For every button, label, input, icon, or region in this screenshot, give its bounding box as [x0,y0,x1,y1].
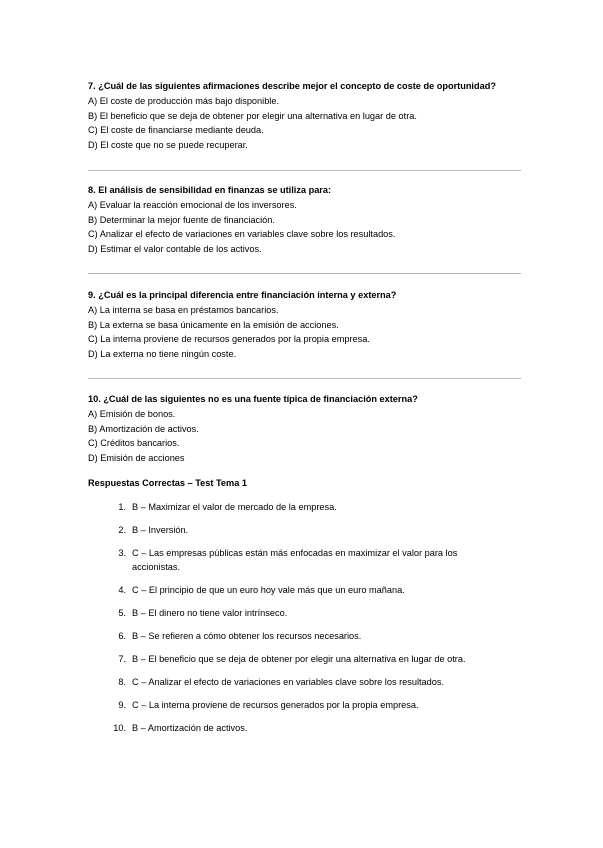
answer-number: 7. [118,654,126,664]
answer-text: C – La interna proviene de recursos generados por la propia empresa. [132,700,419,710]
option-d: D) El coste que no se puede recuperar. [88,140,248,151]
answer-text: B – El dinero no tiene valor intrínseco. [132,608,288,618]
separator [88,273,521,274]
option-c: C) El coste de financiarse mediante deuda. [88,125,264,136]
option-d: D) Emisión de acciones [88,453,185,464]
answer-text: C – El principio de que un euro hoy vale más que un euro mañana. [132,585,405,595]
answer-number: 9. [118,700,126,710]
answer-item [100,523,520,537]
answer-item [100,721,520,735]
answer-text: B – Amortización de activos. [132,723,248,733]
option-a: A) Evaluar la reacción emocional de los inversores. [88,199,297,210]
separator [88,378,521,379]
answer-text: B – Se refieren a cómo obtener los recursos necesarios. [132,631,362,641]
answer-number: 4. [118,585,126,595]
answer-text: C – Las empresas públicas están más enfocadas en maximizar el valor para los accionistas. [132,548,458,572]
question-title: 8. El análisis de sensibilidad en finanzas se utiliza para: [88,185,332,195]
answer-text: C – Analizar el efecto de variaciones en variables clave sobre los resultados. [132,677,445,687]
question-9 [88,288,528,362]
answer-text: B – Inversión. [132,525,189,535]
option-b: B) Determinar la mejor fuente de financiación. [88,214,275,225]
answer-number: 1. [118,502,126,512]
option-a: A) Emisión de bonos. [88,408,176,419]
separator [88,170,521,171]
answer-item [100,675,520,689]
answer-item [100,546,480,574]
answer-item [100,583,520,597]
answer-item [100,629,520,643]
question-10 [88,392,528,466]
option-b: B) El beneficio que se deja de obtener por elegir una alternativa en lugar de otra. [88,110,417,121]
question-title: 9. ¿Cuál es la principal diferencia entre financiación interna y externa? [88,290,397,300]
question-title: 7. ¿Cuál de las siguientes afirmaciones describe mejor el concepto de coste de oportunidad? [88,81,496,91]
option-c: C) Créditos bancarios. [88,438,180,449]
answers-list [100,500,520,735]
answer-item [100,500,520,514]
option-d: D) La externa no tiene ningún coste. [88,349,237,360]
answer-item [100,606,520,620]
option-a: A) El coste de producción más bajo disponible. [88,95,280,106]
question-8 [88,183,528,257]
answer-text: B – El beneficio que se deja de obtener por elegir una alternativa en lugar de otra. [132,654,466,664]
answers-title: Respuestas Correctas – Test Tema 1 [88,478,247,488]
option-c: C) La interna proviene de recursos generados por la propia empresa. [88,334,370,345]
question-title: 10. ¿Cuál de las siguientes no es una fuente típica de financiación externa? [88,394,418,404]
answer-number: 3. [118,548,126,558]
answer-number: 8. [118,677,126,687]
option-b: B) La externa se basa únicamente en la emisión de acciones. [88,319,339,330]
answer-item [100,698,520,712]
option-a: A) La interna se basa en préstamos bancarios. [88,304,279,315]
question-7 [88,79,528,153]
option-d: D) Estimar el valor contable de los activos. [88,244,262,255]
answer-item [100,652,520,666]
option-c: C) Analizar el efecto de variaciones en variables clave sobre los resultados. [88,229,396,240]
answer-number: 5. [118,608,126,618]
answer-number: 6. [118,631,126,641]
option-b: B) Amortización de activos. [88,423,199,434]
answer-number: 10. [113,723,126,733]
answer-number: 2. [118,525,126,535]
answer-text: B – Maximizar el valor de mercado de la empresa. [132,502,337,512]
